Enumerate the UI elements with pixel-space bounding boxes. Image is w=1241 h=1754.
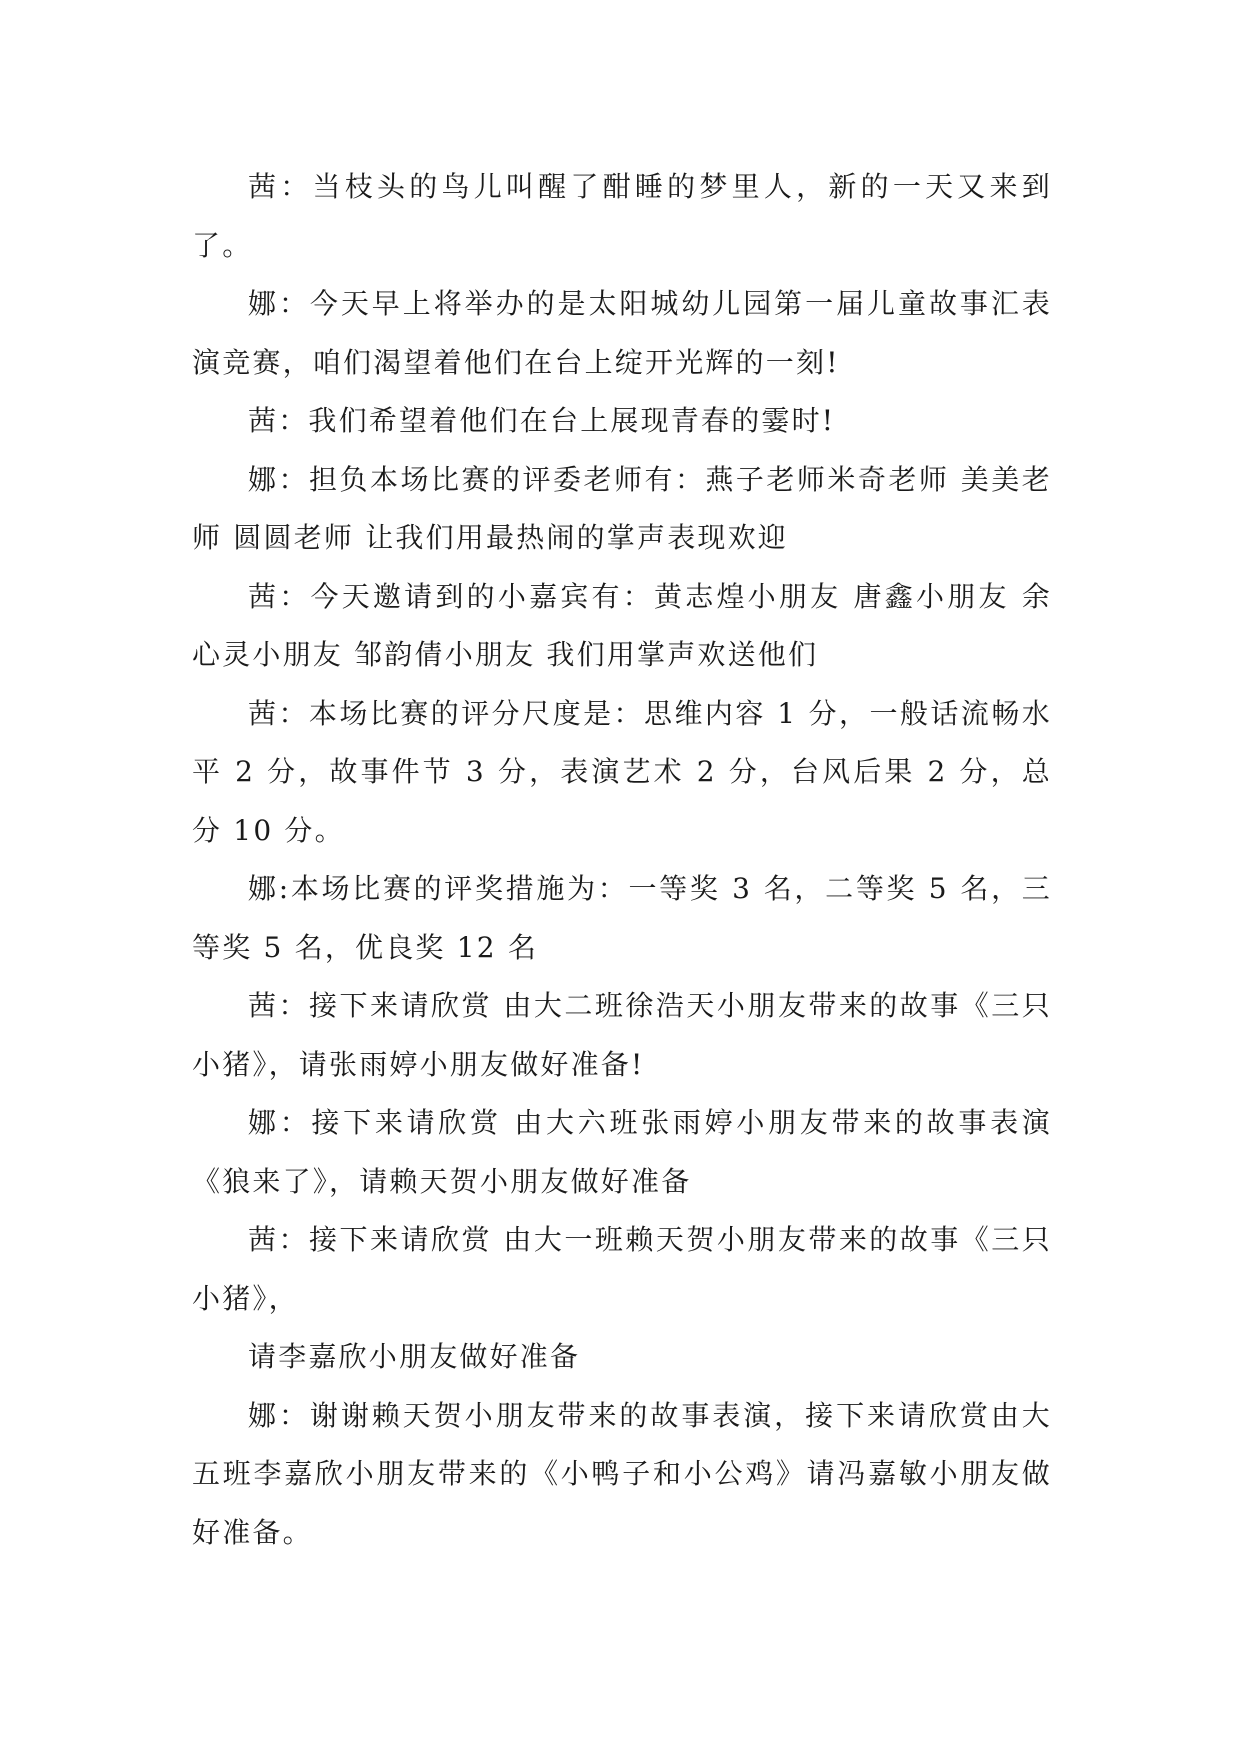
- paragraph: 茜：本场比赛的评分尺度是：思维内容 1 分，一般话流畅水平 2 分，故事件节 3 分，表演艺术 2 分，台风后果 2 分，总分 10 分。: [192, 696, 1052, 847]
- paragraph: 娜：担负本场比赛的评委老师有：燕子老师米奇老师 美美老师 圆圆老师 让我们用最热闹的掌声表现欢迎: [192, 462, 1052, 554]
- document-body: [192, 158, 1052, 1562]
- paragraph: 请李嘉欣小朋友做好准备: [248, 1340, 581, 1373]
- paragraph: 娜：今天早上将举办的是太阳城幼儿园第一届儿童故事汇表演竞赛，咱们渴望着他们在台上绽开光辉的一刻!: [192, 287, 1052, 379]
- paragraph: 茜：今天邀请到的小嘉宾有：黄志煌小朋友 唐鑫小朋友 余心灵小朋友 邹韵倩小朋友 我们用掌声欢送他们: [192, 579, 1052, 671]
- paragraph: 茜：接下来请欣赏 由大二班徐浩天小朋友带来的故事《三只小猪》，请张雨婷小朋友做好准备!: [192, 989, 1052, 1081]
- paragraph: 茜：当枝头的鸟儿叫醒了酣睡的梦里人，新的一天又来到了。: [192, 170, 1052, 262]
- paragraph: 娜：谢谢赖天贺小朋友带来的故事表演，接下来请欣赏由大五班李嘉欣小朋友带来的《小鸭子和小公鸡》请冯嘉敏小朋友做好准备。: [192, 1398, 1052, 1549]
- paragraph: 娜:本场比赛的评奖措施为：一等奖 3 名，二等奖 5 名，三等奖 5 名，优良奖 12 名: [192, 872, 1052, 964]
- paragraph: 茜：接下来请欣赏 由大一班赖天贺小朋友带来的故事《三只小猪》，: [192, 1223, 1052, 1315]
- paragraph: 茜：我们希望着他们在台上展现青春的霎时!: [248, 404, 836, 437]
- paragraph: 娜：接下来请欣赏 由大六班张雨婷小朋友带来的故事表演《狼来了》，请赖天贺小朋友做好准备: [192, 1106, 1052, 1198]
